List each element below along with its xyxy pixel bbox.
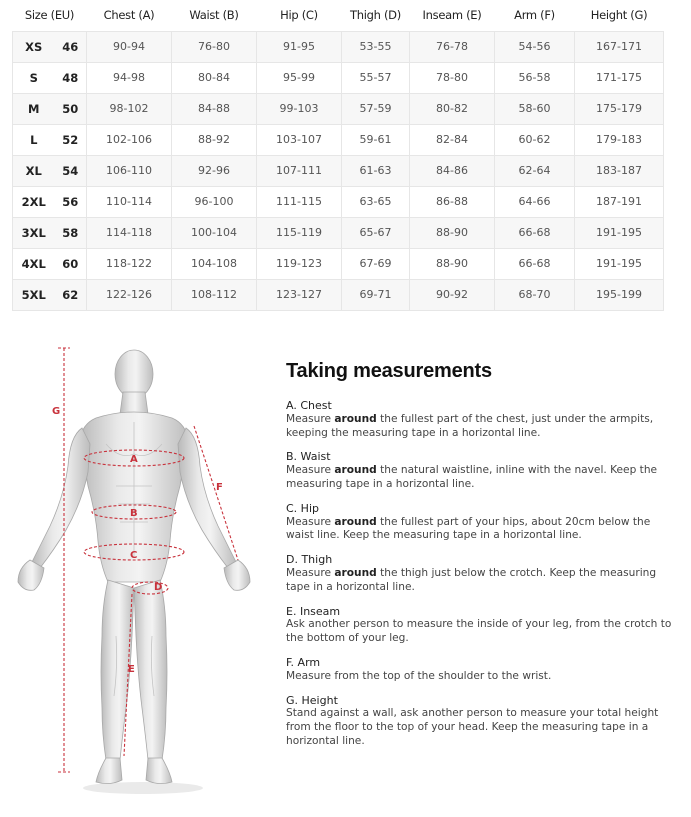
- height-cell: 191-195: [575, 217, 664, 248]
- guide-item-text-bold: around: [334, 566, 377, 579]
- thigh-cell: 61-63: [342, 155, 410, 186]
- guide-item: [286, 605, 676, 646]
- size-eu-cell: 46: [55, 31, 87, 62]
- thigh-cell: 59-61: [342, 124, 410, 155]
- size-eu-cell: 54: [55, 155, 87, 186]
- guide-item: [286, 399, 676, 440]
- inseam-cell: 76-78: [410, 31, 495, 62]
- header-height: Height (G): [590, 8, 648, 23]
- guide-item-text: [286, 670, 676, 684]
- size-label-cell: L: [13, 124, 55, 155]
- label-g: G: [52, 406, 61, 417]
- thigh-cell: 69-71: [342, 279, 410, 310]
- waist-cell: 80-84: [172, 62, 257, 93]
- size-eu-cell: 50: [55, 93, 87, 124]
- inseam-cell: 80-82: [410, 93, 495, 124]
- height-cell: 167-171: [575, 31, 664, 62]
- inseam-cell: 90-92: [410, 279, 495, 310]
- guide-item: [286, 553, 676, 594]
- guide-item-text: [286, 567, 676, 595]
- header-waist: Waist (B): [189, 8, 239, 23]
- hip-cell: 103-107: [257, 124, 342, 155]
- header-inseam: Inseam (E): [422, 8, 482, 23]
- chest-cell: 110-114: [87, 186, 172, 217]
- thigh-cell: 55-57: [342, 62, 410, 93]
- body-illustration: [10, 336, 272, 806]
- label-f: F: [216, 482, 223, 493]
- guide-item-title: D. Thigh: [286, 553, 333, 567]
- guide-item-title: E. Inseam: [286, 604, 341, 618]
- header-hip: Hip (C): [280, 8, 318, 23]
- guide-item-text-post: the thigh just below the crotch. Keep the measuring tape in a horizontal line.: [286, 566, 657, 593]
- label-c: C: [130, 550, 138, 561]
- waist-cell: 88-92: [172, 124, 257, 155]
- waist-cell: 108-112: [172, 279, 257, 310]
- height-cell: 179-183: [575, 124, 664, 155]
- arm-cell: 54-56: [495, 31, 575, 62]
- waist-cell: 100-104: [172, 217, 257, 248]
- size-label-cell: S: [13, 62, 55, 93]
- arm-cell: 66-68: [495, 248, 575, 279]
- guide-item-text-pre: Ask another person to measure the inside of your leg, from the crotch to the bottom of your leg.: [286, 618, 672, 645]
- label-d: D: [154, 582, 163, 593]
- header-arm: Arm (F): [514, 8, 555, 23]
- thigh-cell: 63-65: [342, 186, 410, 217]
- measurement-guide: [286, 360, 676, 759]
- guide-item-text-pre: Measure: [286, 515, 335, 528]
- hip-cell: 91-95: [257, 31, 342, 62]
- waist-cell: 96-100: [172, 186, 257, 217]
- size-eu-cell: 62: [55, 279, 87, 310]
- header-chest: Chest (A): [103, 8, 155, 23]
- arm-cell: 60-62: [495, 124, 575, 155]
- guide-item: [286, 694, 676, 749]
- body-measurement-figure: [10, 336, 272, 806]
- guide-item-title: B. Waist: [286, 450, 331, 464]
- size-eu-cell: 52: [55, 124, 87, 155]
- table-row: [13, 279, 664, 310]
- guide-item-text-post: the natural waistline, inline with the navel. Keep the measuring tape in a horizontal line.: [286, 464, 658, 490]
- guide-item-text-bold: around: [334, 515, 377, 528]
- chest-cell: 102-106: [87, 124, 172, 155]
- ground-shadow: [83, 782, 203, 794]
- thigh-cell: 67-69: [342, 248, 410, 279]
- arm-cell: 64-66: [495, 186, 575, 217]
- height-cell: 187-191: [575, 186, 664, 217]
- hip-cell: 99-103: [257, 93, 342, 124]
- chest-cell: 106-110: [87, 155, 172, 186]
- label-a: A: [130, 454, 138, 465]
- guide-item-text: [286, 464, 676, 492]
- guide-item-text: [286, 516, 676, 544]
- inseam-cell: 78-80: [410, 62, 495, 93]
- guide-item-text-pre: Measure: [286, 412, 335, 425]
- header-size: Size (EU): [24, 8, 75, 23]
- table-row: [13, 31, 664, 62]
- table-body: [13, 31, 664, 310]
- size-label-cell: 3XL: [13, 217, 55, 248]
- guide-item-text-bold: around: [334, 464, 377, 477]
- height-cell: 191-195: [575, 248, 664, 279]
- table-row: [13, 93, 664, 124]
- size-label-cell: XL: [13, 155, 55, 186]
- table-row: [13, 248, 664, 279]
- size-eu-cell: 56: [55, 186, 87, 217]
- guide-item-text: [286, 413, 676, 441]
- guide-item: [286, 502, 676, 543]
- thigh-cell: 53-55: [342, 31, 410, 62]
- header-thigh: Thigh (D): [350, 8, 401, 23]
- guide-item-text-pre: Stand against a wall, ask another person to measure your total height from the floor to the top of your head. Keep the measuring tape in a horizontal line.: [286, 707, 659, 747]
- inseam-cell: 82-84: [410, 124, 495, 155]
- guide-item-text-pre: Measure: [286, 566, 335, 579]
- guide-item-text-post: the fullest part of the chest, just under the armpits, keeping the measuring tape in a horizontal line.: [286, 412, 654, 439]
- chest-cell: 90-94: [87, 31, 172, 62]
- guide-item-title: G. Height: [286, 693, 338, 707]
- size-eu-cell: 48: [55, 62, 87, 93]
- chest-cell: 114-118: [87, 217, 172, 248]
- guide-item-text-pre: Measure: [286, 464, 335, 477]
- chest-cell: 122-126: [87, 279, 172, 310]
- hip-cell: 115-119: [257, 217, 342, 248]
- inseam-cell: 88-90: [410, 248, 495, 279]
- guide-item-text: [286, 707, 676, 748]
- guide-item-title: C. Hip: [286, 501, 319, 515]
- inseam-cell: 88-90: [410, 217, 495, 248]
- hip-cell: 107-111: [257, 155, 342, 186]
- table-row: [13, 155, 664, 186]
- height-cell: 175-179: [575, 93, 664, 124]
- hip-cell: 111-115: [257, 186, 342, 217]
- size-label-cell: M: [13, 93, 55, 124]
- guide-item: [286, 450, 676, 491]
- waist-cell: 92-96: [172, 155, 257, 186]
- table-row: [13, 62, 664, 93]
- size-label-cell: XS: [13, 31, 55, 62]
- height-cell: 183-187: [575, 155, 664, 186]
- size-eu-cell: 58: [55, 217, 87, 248]
- guide-item-title: A. Chest: [286, 399, 332, 412]
- guide-list: [286, 399, 676, 749]
- size-eu-cell: 60: [55, 248, 87, 279]
- size-chart-table: [12, 0, 664, 311]
- guide-title: Taking measurements: [286, 360, 492, 382]
- guide-item-text-bold: around: [334, 412, 377, 425]
- thigh-cell: 57-59: [342, 93, 410, 124]
- size-label-cell: 5XL: [13, 279, 55, 310]
- table-row: [13, 124, 664, 155]
- label-b: B: [130, 508, 138, 519]
- guide-item-text-pre: Measure from the top of the shoulder to the wrist.: [286, 669, 552, 682]
- hip-cell: 95-99: [257, 62, 342, 93]
- waist-cell: 76-80: [172, 31, 257, 62]
- inseam-cell: 86-88: [410, 186, 495, 217]
- table-row: [13, 217, 664, 248]
- inseam-cell: 84-86: [410, 155, 495, 186]
- thigh-cell: 65-67: [342, 217, 410, 248]
- table-row: [13, 186, 664, 217]
- arm-cell: 56-58: [495, 62, 575, 93]
- arm-cell: 68-70: [495, 279, 575, 310]
- chest-cell: 98-102: [87, 93, 172, 124]
- chest-cell: 118-122: [87, 248, 172, 279]
- guide-item: [286, 656, 676, 684]
- guide-item-title: F. Arm: [286, 655, 321, 669]
- guide-item-text-post: the fullest part of your hips, about 20cm below the waist line. Keep the measuring tape in a horizontal line.: [286, 515, 651, 542]
- size-label-cell: 4XL: [13, 248, 55, 279]
- chest-cell: 94-98: [87, 62, 172, 93]
- table-header-row: [13, 0, 664, 31]
- size-label-cell: 2XL: [13, 186, 55, 217]
- arm-cell: 62-64: [495, 155, 575, 186]
- label-e: E: [128, 664, 135, 675]
- height-cell: 195-199: [575, 279, 664, 310]
- hip-cell: 123-127: [257, 279, 342, 310]
- guide-item-text: [286, 618, 676, 646]
- waist-cell: 84-88: [172, 93, 257, 124]
- waist-cell: 104-108: [172, 248, 257, 279]
- arm-cell: 58-60: [495, 93, 575, 124]
- arm-cell: 66-68: [495, 217, 575, 248]
- height-cell: 171-175: [575, 62, 664, 93]
- hip-cell: 119-123: [257, 248, 342, 279]
